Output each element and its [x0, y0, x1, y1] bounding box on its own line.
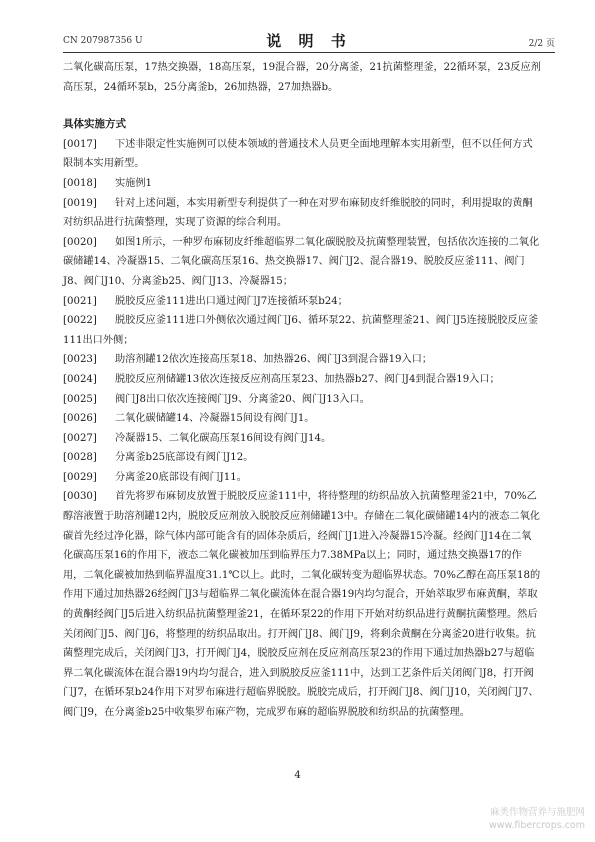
paragraph-text: 首先将罗布麻韧皮放置于脱胶反应釜111中，将待整理的纺织品放入抗菌整理釜21中，70%乙醇溶液置于助溶剂罐12内，脱胶反应剂放入脱胶反应剂储罐13中。存储在二氧化碳储罐14内的液态二氧化碳首先经过净化器，除气体内部可能含有的固体杂质后，经阀门J1进入冷凝器15冷凝。经阀门J14在二氧化碳高压泵16的作用下，液态二氧化碳被加压到临界压力7.38MPa以上；同时，通过热交换器17的作用，二氧化碳被加热到临界温度31.1℃以上。此时，二氧化碳转变为超临界状态。70%乙醇在高压泵18的作用下通过加热器26经阀门J3与超临界二氧化碳流体在混合器19内均匀混合，开始萃取罗布麻黄酮，萃取的黄酮经阀门J5后进入纺织品抗菌整理釜21，在循环泵22的作用下开始对纺织品进行黄酮抗菌整理。然后关闭阀门J5、阀门J6，将整理的纺织品取出。打开阀门J8、阀门J9，将剩余黄酮在分离釜20进行收集。抗菌整理完成后，关闭阀门J3，打开阀门J4，脱胶反应剂在反应剂高压泵23的作用下通过加热器b27与超临界二氧化碳流体在混合器19内均匀混合，进入到脱胶反应釜111中，达到工艺条件后关闭阀门J8，打开阀门J7，在循环泵b24作用下对罗布麻进行超临界脱胶。脱胶完成后，打开阀门J8、阀门J10，关闭阀门J7、阀门J9，在分离釜b25中收集罗布麻产物，完成罗布麻的超临界脱胶和纺织品的抗菌整理。 [63, 491, 541, 718]
paragraph-0023 [63, 350, 541, 370]
paragraph-text: 脱胶反应釜111进口外侧依次通过阀门J6、循环泵22、抗菌整理釜21、阀门J5连接脱胶反应釜111出口外侧； [63, 315, 539, 346]
paragraph-0030 [63, 487, 541, 722]
paragraph-0018 [63, 174, 541, 194]
paragraph-number: [0029] [63, 471, 97, 483]
paragraph-number: [0017] [63, 138, 97, 150]
site-watermark [455, 806, 585, 832]
page-header [63, 30, 555, 53]
paragraph-number: [0028] [63, 452, 97, 464]
intro-paragraph: 二氧化碳高压泵，17热交换器，18高压泵，19混合器，20分离釜，21抗菌整理釜，22循环泵，23反应剂高压泵，24循环泵b，25分离釜b，26加热器，27加热器b。 [63, 62, 541, 93]
paragraph-text: 脱胶反应釜111进出口通过阀门J7连接循环泵b24； [115, 295, 348, 307]
paragraph-number: [0025] [63, 393, 97, 405]
paragraph-text: 如图1所示，一种罗布麻韧皮纤维超临界二氧化碳脱胶及抗菌整理装置，包括依次连接的二氧化碳储罐14、冷凝器15、二氧化碳高压泵16、热交换器17、阀门J2、混合器19、脱胶反应釜111、阀门J8、阀门J10、分离釜b25、阀门J13、冷凝器15； [63, 236, 540, 287]
paragraph-0022 [63, 311, 541, 350]
page-number: 4 [294, 770, 301, 781]
paragraph-0017 [63, 135, 541, 174]
paragraph-number: [0019] [63, 197, 97, 209]
paragraph-0019 [63, 194, 541, 233]
paragraph-number: [0026] [63, 413, 97, 425]
section-heading: 具体实施方式 [63, 118, 126, 131]
paragraph-number: [0024] [63, 373, 97, 385]
paragraph-0028 [63, 448, 541, 468]
paragraph-number: [0020] [63, 236, 97, 248]
paragraph-text: 助溶剂罐12依次连接高压泵18、加热器26、阀门J3到混合器19入口； [115, 354, 433, 366]
paragraph-number: [0030] [63, 491, 97, 503]
paragraph-0026 [63, 409, 541, 429]
document-id: CN 207987356 U [63, 36, 143, 46]
paragraph-0024 [63, 370, 541, 390]
paragraph-0025 [63, 390, 541, 410]
paragraph-0027 [63, 429, 541, 449]
paragraph-text: 实施例1 [115, 177, 153, 189]
page-count: 2/2 页 [528, 39, 555, 49]
paragraph-number: [0027] [63, 432, 97, 444]
paragraph-text: 冷凝器15、二氧化碳高压泵16间设有阀门J14。 [115, 432, 332, 444]
paragraph-0021 [63, 292, 541, 312]
paragraph-text: 分离釜b25底部设有阀门J12。 [115, 452, 254, 464]
page-title: 说 明 书 [266, 32, 352, 50]
paragraph-text: 下述非限定性实施例可以使本领域的普通技术人员更全面地理解本实用新型，但不以任何方式限制本实用新型。 [63, 138, 533, 170]
paragraph-number: [0023] [63, 354, 97, 366]
watermark-title: 麻类作物营养与施肥网 [489, 807, 585, 818]
paragraph-text: 分离釜20底部设有阀门J11。 [115, 471, 247, 483]
paragraph-number: [0018] [63, 177, 97, 189]
paragraph-number: [0021] [63, 295, 97, 307]
paragraph-number: [0022] [63, 315, 97, 327]
paragraph-text: 二氧化碳储罐14、冷凝器15间设有阀门J1。 [115, 413, 315, 425]
document-body [63, 58, 541, 723]
paragraph-0020 [63, 233, 541, 292]
paragraph-0029 [63, 468, 541, 488]
paragraph-text: 阀门J8出口依次连接阀门J9、分离釜20、阀门J13入口。 [115, 393, 370, 405]
watermark-url: www.fibercrops.com [488, 820, 585, 831]
paragraph-text: 针对上述问题，本实用新型专利提供了一种在对罗布麻韧皮纤维脱胶的同时，利用提取的黄酮对纺织品进行抗菌整理，实现了资源的综合利用。 [63, 197, 533, 229]
paragraph-text: 脱胶反应剂储罐13依次连接反应剂高压泵23、加热器b27、阀门J4到混合器19入口； [115, 373, 500, 385]
